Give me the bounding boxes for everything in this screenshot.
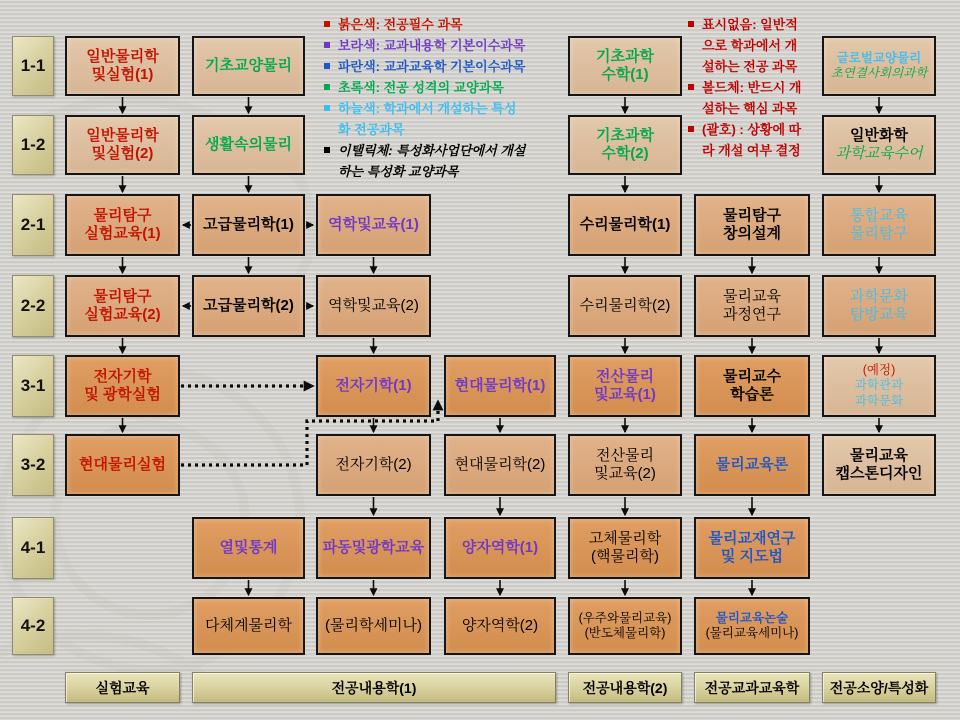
legend-line: 보라색: 교과내용학 기본이수과목 — [338, 38, 526, 53]
course-box-G3 — [694, 194, 810, 256]
category-box: 전공소양/특성화 — [822, 672, 936, 703]
course-label: 현대물리학(2) — [454, 455, 546, 473]
course-label: 일반물리학 — [86, 47, 159, 65]
course-label: (우주와물리교육) — [578, 610, 672, 625]
course-label: 전산물리 — [596, 367, 654, 385]
bullet-square-icon — [324, 84, 330, 90]
course-label: 통합교육 — [850, 206, 908, 224]
course-box-D7 — [316, 517, 431, 579]
course-box-C4 — [192, 275, 305, 337]
semester-label-2-2: 2-2 — [12, 275, 54, 337]
course-label: 물리탐구 — [93, 287, 152, 305]
legend-right — [688, 14, 816, 161]
course-label: (반도체물리학) — [584, 626, 666, 640]
course-label: 물리탐구 — [723, 206, 781, 224]
course-box-C3 — [192, 194, 305, 256]
legend-line: 볼드체: 반드시 개 — [702, 80, 802, 95]
course-label: 기초과학 — [596, 126, 654, 144]
semester-label-1-1: 1-1 — [12, 36, 54, 96]
course-label: 과학교육수어 — [835, 145, 923, 162]
course-label: 역학및교육(1) — [328, 215, 419, 233]
course-box-B4 — [65, 275, 180, 337]
bullet-square-icon — [688, 126, 694, 132]
course-label: 전자기학(2) — [335, 455, 412, 473]
bullet-square-icon — [324, 42, 330, 48]
course-label: 현대물리학(1) — [454, 376, 546, 394]
course-label: 전자기학 — [93, 367, 152, 385]
legend-line: 으로 학과에서 개 — [702, 38, 798, 53]
course-box-F3 — [568, 194, 682, 256]
course-box-E6 — [444, 434, 556, 496]
course-label: 물리교육 — [723, 287, 781, 305]
semester-label-4-1: 4-1 — [12, 517, 54, 579]
course-box-C7 — [192, 517, 305, 579]
course-box-D3 — [316, 194, 431, 256]
legend-line: 표시없음: 일반적 — [702, 17, 798, 32]
course-label: 및교육(1) — [594, 386, 656, 403]
course-label: 및실험(2) — [91, 145, 154, 162]
course-label: 글로벌교양물리 — [836, 50, 922, 65]
semester-label-1-2: 1-2 — [12, 115, 54, 175]
course-label: 실험교육(2) — [84, 306, 161, 323]
course-box-B2 — [65, 115, 180, 175]
course-label: 고급물리학(2) — [203, 296, 294, 314]
legend-line: 파란색: 교과교육학 기본이수과목 — [338, 59, 526, 74]
course-box-G8 — [694, 597, 810, 655]
course-box-B6 — [65, 434, 180, 496]
course-box-B1 — [65, 36, 180, 96]
course-box-E5 — [444, 355, 556, 417]
course-box-G5 — [694, 355, 810, 417]
course-label: 및교육(2) — [594, 465, 656, 482]
course-box-G7 — [694, 517, 810, 579]
course-label: 과학관과 — [854, 378, 904, 393]
course-box-B5 — [65, 355, 180, 417]
course-label: 수리물리학(2) — [579, 296, 671, 314]
semester-label-4-2: 4-2 — [12, 597, 54, 655]
course-label: 전산물리 — [596, 446, 654, 464]
course-box-G6 — [694, 434, 810, 496]
course-label: 및실험(1) — [91, 66, 154, 83]
course-label: 및 광학실험 — [84, 386, 161, 403]
bullet-square-icon — [688, 21, 694, 27]
course-box-F8 — [568, 597, 682, 655]
course-label: (예정) — [862, 363, 896, 378]
course-box-C2 — [192, 115, 305, 175]
course-label: 일반물리학 — [86, 126, 159, 144]
bullet-square-icon — [688, 84, 694, 90]
course-box-F4 — [568, 275, 682, 337]
course-label: 고급물리학(1) — [203, 215, 294, 233]
course-box-H5 — [822, 355, 936, 417]
course-label: 물리탐구 — [850, 225, 908, 242]
legend-item — [324, 98, 576, 140]
legend-line: 하늘색: 학과에서 개설하는 특성 — [338, 101, 517, 116]
course-box-F2 — [568, 115, 682, 175]
course-box-C8 — [192, 597, 305, 655]
legend-item — [324, 77, 576, 98]
course-label: 역학및교육(2) — [328, 296, 419, 314]
legend-line: 초록색: 전공 성격의 교양과목 — [338, 80, 504, 95]
category-box: 전공교과교육학 — [694, 672, 810, 703]
course-label: 수학(2) — [601, 145, 649, 162]
legend-line: 화 전공과목 — [338, 122, 405, 137]
course-box-E7 — [444, 517, 556, 579]
course-label: (물리교육세미나) — [705, 626, 799, 640]
legend-left — [324, 14, 576, 182]
legend-line: 라 개설 여부 결정 — [702, 143, 801, 158]
course-label: 수학(1) — [601, 66, 649, 83]
semester-label-3-1: 3-1 — [12, 355, 54, 417]
legend-item — [324, 35, 576, 56]
course-box-H2 — [822, 115, 936, 175]
bullet-square-icon — [324, 105, 330, 111]
bullet-square-icon — [324, 63, 330, 69]
course-label: 파동및광학교육 — [322, 538, 425, 556]
course-label: 학습론 — [730, 386, 774, 403]
legend-line: 하는 특성화 교양과목 — [338, 164, 459, 179]
course-label: 수리물리학(1) — [579, 215, 671, 233]
category-box: 전공내용학(1) — [192, 672, 556, 703]
course-label: 다체계물리학 — [205, 616, 292, 634]
course-box-B3 — [65, 194, 180, 256]
course-box-F1 — [568, 36, 682, 96]
legend-item — [324, 140, 576, 182]
course-label: 양자역학(1) — [461, 538, 539, 556]
course-label: 현대물리실험 — [79, 455, 166, 473]
course-label: 물리교육 — [850, 446, 908, 464]
category-box: 전공내용학(2) — [568, 672, 682, 703]
course-label: 고체물리학 — [588, 529, 662, 547]
legend-item — [688, 119, 816, 161]
legend-item — [324, 14, 576, 35]
legend-line: 붉은색: 전공필수 과목 — [338, 17, 463, 32]
course-label: 생활속의물리 — [205, 135, 292, 153]
semester-label-2-1: 2-1 — [12, 194, 54, 256]
course-label: 과학문화 — [850, 287, 908, 305]
course-label: (물리학세미나) — [325, 616, 422, 634]
course-box-D8 — [316, 597, 431, 655]
legend-line: 설하는 전공 과목 — [702, 59, 798, 74]
course-label: 물리교육론 — [715, 455, 789, 473]
course-label: 창의설계 — [723, 225, 781, 242]
legend-line: (괄호) : 상황에 따 — [702, 122, 802, 137]
course-label: 기초교양물리 — [205, 56, 292, 74]
course-label: 물리교수 — [723, 367, 781, 385]
legend-line: 이탤릭체: 특성화사업단에서 개설 — [338, 143, 526, 158]
course-label: 및 지도법 — [720, 548, 784, 565]
course-label: 과정연구 — [723, 306, 781, 323]
course-box-H3 — [822, 194, 936, 256]
legend-item — [324, 56, 576, 77]
course-box-E8 — [444, 597, 556, 655]
course-label: 과학문화 — [854, 393, 904, 408]
course-box-D4 — [316, 275, 431, 337]
course-label: 실험교육(1) — [84, 225, 161, 242]
course-box-G4 — [694, 275, 810, 337]
course-box-H1 — [822, 36, 936, 96]
course-box-D6 — [316, 434, 431, 496]
legend-line: 설하는 핵심 과목 — [702, 101, 798, 116]
bullet-square-icon — [324, 21, 330, 27]
legend-item — [688, 14, 816, 77]
course-box-D5 — [316, 355, 431, 417]
bullet-square-icon — [324, 147, 330, 153]
course-box-H4 — [822, 275, 936, 337]
course-label: 탐방교육 — [850, 306, 908, 323]
course-box-C1 — [192, 36, 305, 96]
course-box-F6 — [568, 434, 682, 496]
course-box-H6 — [822, 434, 936, 496]
course-label: 물리교재연구 — [708, 529, 796, 547]
course-label: 물리탐구 — [93, 206, 152, 224]
course-label: 캡스톤디자인 — [835, 465, 923, 482]
course-label: 일반화학 — [850, 126, 908, 144]
course-box-F5 — [568, 355, 682, 417]
course-label: 전자기학(1) — [335, 376, 412, 394]
course-label: 열및통계 — [219, 538, 278, 556]
legend-item — [688, 77, 816, 119]
course-label: 기초과학 — [596, 47, 654, 65]
course-label: 양자역학(2) — [461, 616, 539, 634]
course-label: 초연결사회의과학 — [830, 66, 928, 80]
semester-label-3-2: 3-2 — [12, 434, 54, 496]
course-label: (핵물리학) — [591, 548, 659, 565]
category-box: 실험교육 — [65, 672, 180, 703]
course-box-F7 — [568, 517, 682, 579]
course-label: 물리교육논술 — [715, 610, 789, 625]
